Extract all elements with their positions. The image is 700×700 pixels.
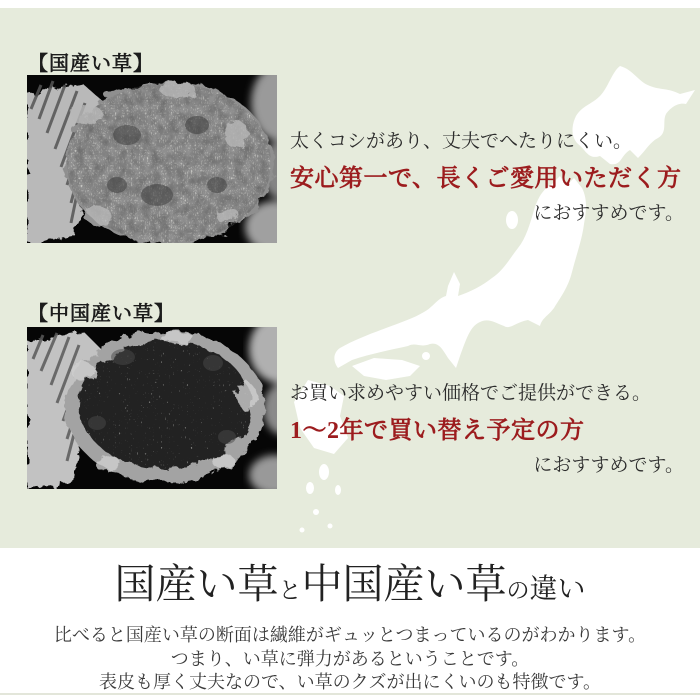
chinese-igusa-label: 【中国産い草】 (28, 303, 175, 325)
comparison-body-line: 比べると国産い草の断面は繊維がギュッとつまっているのがわかります。 (53, 625, 647, 645)
domestic-caption-highlight: 安心第一で、長くご愛用いただく方 (290, 166, 682, 192)
domestic-caption (290, 126, 692, 225)
comparison-title-part: と (278, 578, 302, 603)
comparison-title (0, 548, 700, 616)
comparison-title-part: 国産い草 (114, 561, 279, 607)
comparison-title-part: の (506, 578, 530, 603)
chinese-caption-highlight: 1〜2年で買い替え予定の方 (290, 418, 585, 444)
chinese-igusa-sem-image (27, 327, 277, 489)
domestic-caption-line1: 太くコシがあり、丈夫でへたりにくい。 (290, 131, 633, 152)
comparison-title-part: 中国産い草 (301, 561, 507, 607)
chinese-caption-line1: お買い求めやすい価格でご提供ができる。 (290, 383, 652, 404)
comparison-body-line: つまり、い草に弾力があるということです。 (170, 648, 530, 669)
comparison-title-part: 違い (529, 574, 586, 605)
comparison-section (0, 548, 700, 700)
domestic-igusa-label: 【国産い草】 (28, 53, 154, 75)
section-divider (0, 693, 700, 695)
comparison-body (0, 624, 700, 695)
comparison-body-line: 表皮も厚く丈夫なので、い草のクズが出にくいのも特徴です。 (98, 672, 602, 692)
chinese-caption (290, 378, 692, 477)
green-panel (0, 8, 700, 548)
domestic-igusa-sem-image (27, 75, 277, 243)
domestic-caption-suffix: におすすめです。 (533, 203, 684, 224)
chinese-caption-suffix: におすすめです。 (533, 455, 684, 476)
